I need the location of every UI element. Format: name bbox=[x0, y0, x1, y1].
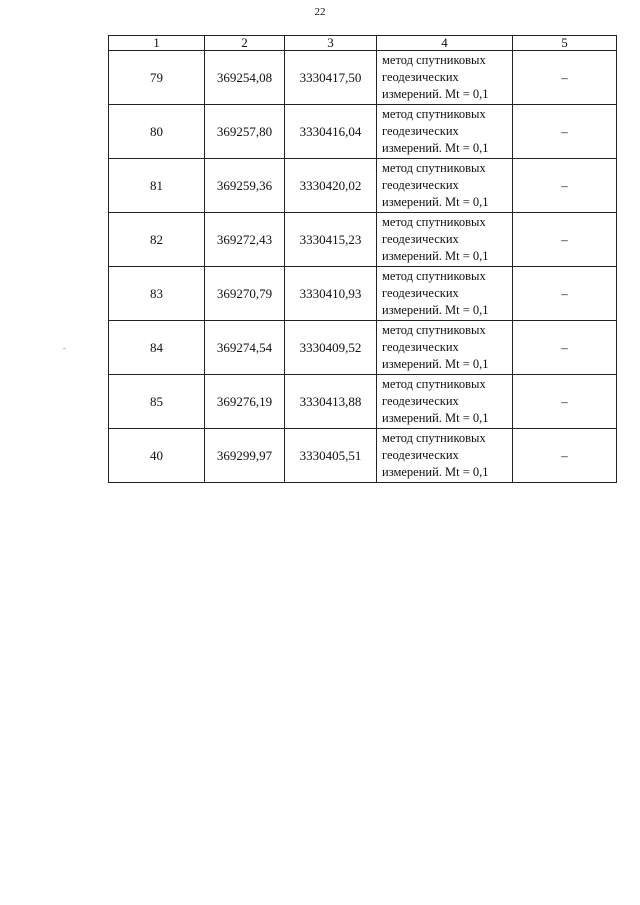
method-line: метод спутниковых bbox=[382, 215, 486, 229]
method-line: измерений. Mt = 0,1 bbox=[382, 249, 489, 263]
method-line: измерений. Mt = 0,1 bbox=[382, 303, 489, 317]
note-cell: – bbox=[513, 105, 617, 159]
note-cell: – bbox=[513, 51, 617, 105]
method-cell bbox=[377, 429, 513, 483]
method-cell bbox=[377, 267, 513, 321]
method-line: метод спутниковых bbox=[382, 431, 486, 445]
method-cell bbox=[377, 159, 513, 213]
table-row bbox=[109, 375, 617, 429]
note-cell: – bbox=[513, 375, 617, 429]
method-line: метод спутниковых bbox=[382, 161, 486, 175]
table-row bbox=[109, 429, 617, 483]
margin-mark bbox=[63, 348, 66, 349]
method-line: измерений. Mt = 0,1 bbox=[382, 357, 489, 371]
table-row bbox=[109, 321, 617, 375]
method-line: измерений. Mt = 0,1 bbox=[382, 141, 489, 155]
table-row bbox=[109, 267, 617, 321]
note-cell: – bbox=[513, 267, 617, 321]
table-row bbox=[109, 213, 617, 267]
x-coordinate-cell: 369259,36 bbox=[205, 159, 285, 213]
method-line: геодезических bbox=[382, 394, 459, 408]
table-row bbox=[109, 159, 617, 213]
header-cell-2: 2 bbox=[205, 36, 285, 51]
method-line: геодезических bbox=[382, 70, 459, 84]
y-coordinate-cell: 3330415,23 bbox=[285, 213, 377, 267]
y-coordinate-cell: 3330417,50 bbox=[285, 51, 377, 105]
point-number-cell: 40 bbox=[109, 429, 205, 483]
method-line: геодезических bbox=[382, 286, 459, 300]
note-cell: – bbox=[513, 159, 617, 213]
coordinates-table bbox=[108, 35, 617, 483]
table-body bbox=[109, 51, 617, 483]
x-coordinate-cell: 369270,79 bbox=[205, 267, 285, 321]
header-cell-3: 3 bbox=[285, 36, 377, 51]
x-coordinate-cell: 369272,43 bbox=[205, 213, 285, 267]
y-coordinate-cell: 3330410,93 bbox=[285, 267, 377, 321]
method-line: метод спутниковых bbox=[382, 53, 486, 67]
method-cell bbox=[377, 213, 513, 267]
method-cell bbox=[377, 105, 513, 159]
note-cell: – bbox=[513, 321, 617, 375]
method-line: измерений. Mt = 0,1 bbox=[382, 87, 489, 101]
y-coordinate-cell: 3330420,02 bbox=[285, 159, 377, 213]
x-coordinate-cell: 369276,19 bbox=[205, 375, 285, 429]
point-number-cell: 80 bbox=[109, 105, 205, 159]
method-line: геодезических bbox=[382, 340, 459, 354]
y-coordinate-cell: 3330416,04 bbox=[285, 105, 377, 159]
table-row bbox=[109, 51, 617, 105]
method-cell bbox=[377, 51, 513, 105]
point-number-cell: 84 bbox=[109, 321, 205, 375]
point-number-cell: 82 bbox=[109, 213, 205, 267]
method-line: измерений. Mt = 0,1 bbox=[382, 195, 489, 209]
y-coordinate-cell: 3330409,52 bbox=[285, 321, 377, 375]
point-number-cell: 79 bbox=[109, 51, 205, 105]
method-line: метод спутниковых bbox=[382, 377, 486, 391]
x-coordinate-cell: 369299,97 bbox=[205, 429, 285, 483]
header-cell-1: 1 bbox=[109, 36, 205, 51]
table-row bbox=[109, 105, 617, 159]
table-header-row bbox=[109, 36, 617, 51]
point-number-cell: 83 bbox=[109, 267, 205, 321]
method-cell bbox=[377, 321, 513, 375]
method-line: геодезических bbox=[382, 178, 459, 192]
header-cell-4: 4 bbox=[377, 36, 513, 51]
page-number: 22 bbox=[314, 6, 326, 18]
method-cell bbox=[377, 375, 513, 429]
method-line: геодезических bbox=[382, 448, 459, 462]
y-coordinate-cell: 3330405,51 bbox=[285, 429, 377, 483]
method-line: геодезических bbox=[382, 124, 459, 138]
method-line: метод спутниковых bbox=[382, 269, 486, 283]
method-line: геодезических bbox=[382, 232, 459, 246]
method-line: метод спутниковых bbox=[382, 323, 486, 337]
x-coordinate-cell: 369274,54 bbox=[205, 321, 285, 375]
method-line: метод спутниковых bbox=[382, 107, 486, 121]
note-cell: – bbox=[513, 213, 617, 267]
note-cell: – bbox=[513, 429, 617, 483]
point-number-cell: 81 bbox=[109, 159, 205, 213]
header-cell-5: 5 bbox=[513, 36, 617, 51]
y-coordinate-cell: 3330413,88 bbox=[285, 375, 377, 429]
point-number-cell: 85 bbox=[109, 375, 205, 429]
method-line: измерений. Mt = 0,1 bbox=[382, 465, 489, 479]
method-line: измерений. Mt = 0,1 bbox=[382, 411, 489, 425]
x-coordinate-cell: 369254,08 bbox=[205, 51, 285, 105]
x-coordinate-cell: 369257,80 bbox=[205, 105, 285, 159]
